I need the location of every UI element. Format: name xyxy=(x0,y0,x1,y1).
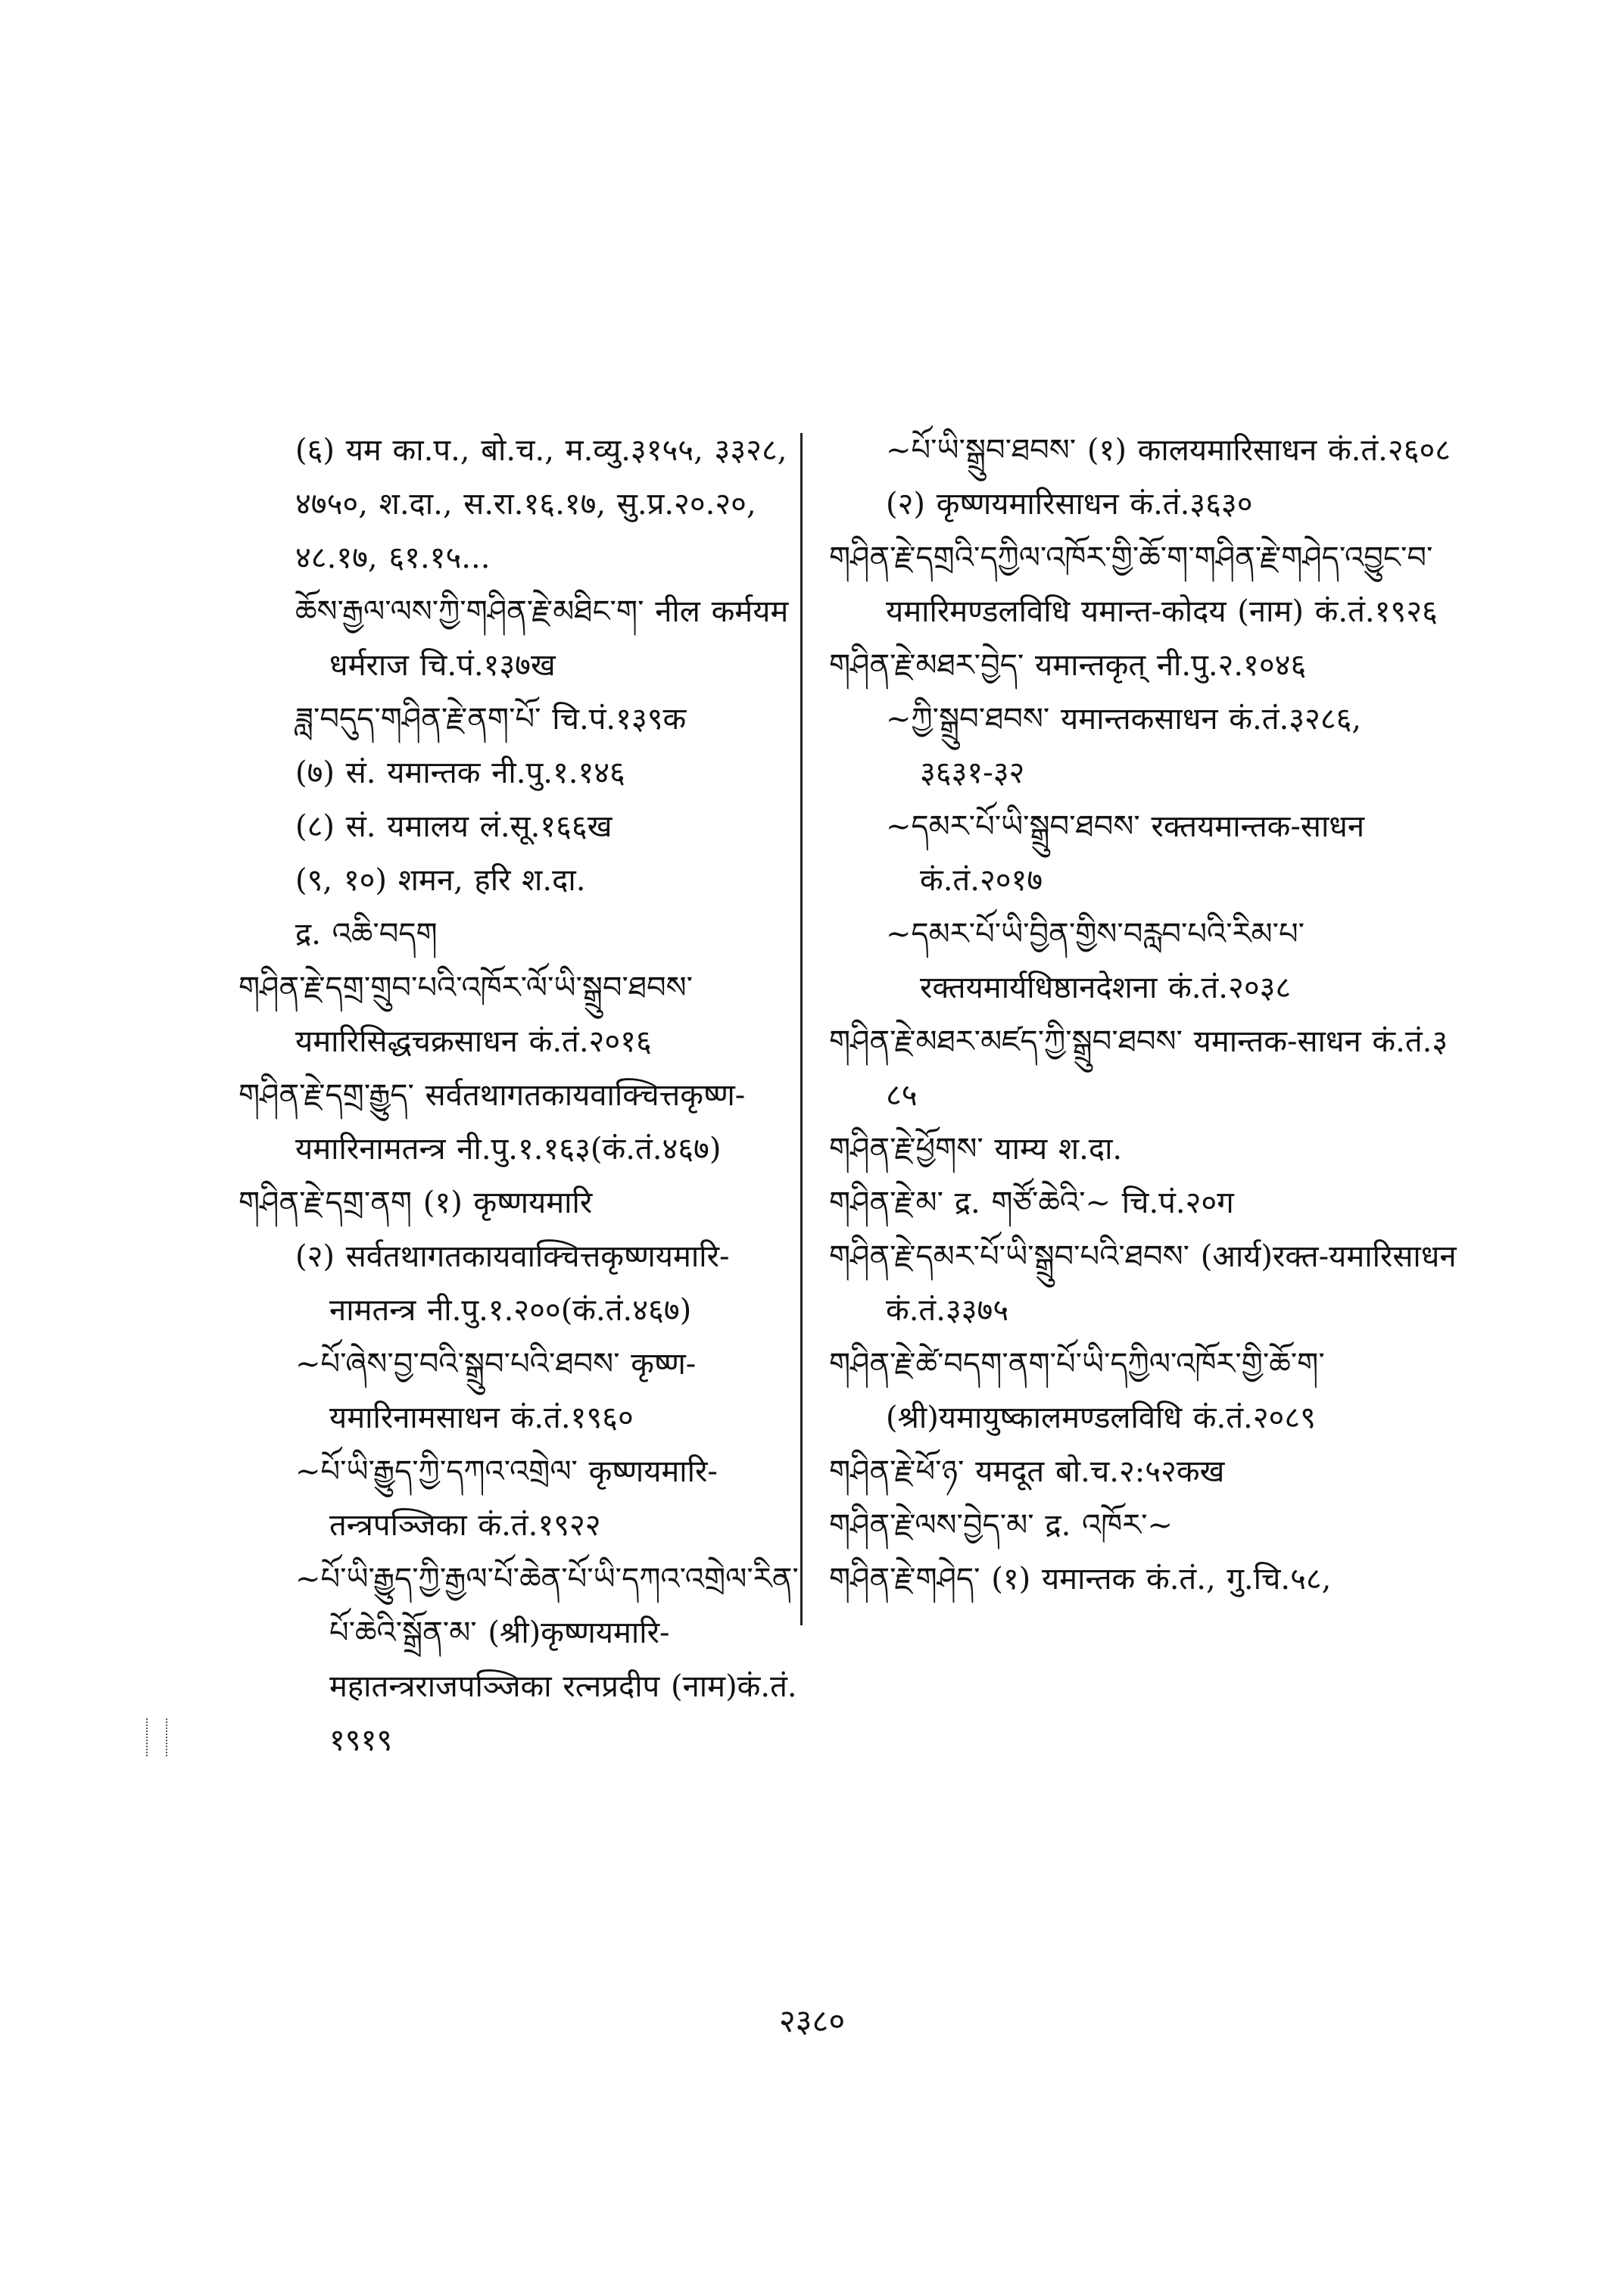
dictionary-entry: གཤིན་རྗེ་མཐར་བྱེད་ यमान्तकृत् नी.पु.२.१०४६ xyxy=(829,648,1307,683)
dictionary-entry: གཤིན་རྗེ་གཤེད་ (१) यमान्तक कं.तं., गु.चि.५८, xyxy=(829,1562,1332,1597)
left-column xyxy=(238,424,814,1768)
dictionary-entry: ~པོ་ཡི་རྒྱུད་ཀྱི་དཀའ་འགྲེལ་ कृष्णयमारि-तन्त्रपञ्जिका कं.तं.१९२२ xyxy=(295,1454,718,1543)
margin-mark xyxy=(146,1718,167,1756)
page-number: २३८० xyxy=(778,2002,846,2039)
column-divider xyxy=(800,433,803,1625)
dictionary-entry: གཤིན་རྗེ་དགྲའི་དཀྱིལ་འཁོར་གྱི་ཆོ་ག་གཤིན་རྗེ་གཤེད་འབྱུང་བ་ यमारिमण्डलविधि यमान्त-कोदय (नाम) कं.तं.१९२६ xyxy=(829,541,1438,629)
dictionary-entry: (२) सर्वतथागतकायवाक्चित्तकृष्णयमारि-नामतन्त्र नी.पु.१.२००(कं.तं.४६७) xyxy=(295,1239,730,1328)
dictionary-entry: ~པོ་ཡི་སྒྲུབ་ཐབས་ (१) कालयमारिसाधन कं.तं.२६०८ xyxy=(886,433,1451,468)
dictionary-entry: གཤིན་རྗེ་ཕྱོགས་ याम्य श.दा. xyxy=(829,1132,1123,1167)
dictionary-entry: द्र. འཆི་བདག xyxy=(295,917,438,952)
dictionary-entry: གཤིན་རྗེ་མ་ द्र. གཙོ་ཆེའི་~ चि.पं.२०ग xyxy=(829,1185,1234,1220)
dictionary-entry: (७) सं. यमान्तक नी.पु.१.१४६ xyxy=(295,756,625,790)
dictionary-entry: ~པོ་ཞེས་བྱ་བའི་སྒྲུབ་པའི་ཐབས་ कृष्ण-यमारिनामसाधन कं.तं.१९६० xyxy=(295,1347,697,1435)
dictionary-entry: (२) कृष्णयमारिसाधन कं.तं.३६३० xyxy=(886,487,1253,522)
dictionary-entry: གཤིན་རྗེ་ཚེ་བདག་ནག་པོ་ཡི་དཀྱིལ་འཁོར་གྱི་ཆོ་ག་ (श्री)यमायुष्कालमण्डलविधि कं.तं.२०८९ xyxy=(829,1347,1325,1435)
dictionary-entry: ~ཀྱི་སྒྲུབ་ཐབས་ यमान्तकसाधन कं.तं.३२८६, ३६३१-३२ xyxy=(886,702,1362,790)
dictionary-entry: ~དམར་པོ་ཡི་སྒྲུབ་ཐབས་ रक्तयमान्तक-साधन कं.तं.२०१७ xyxy=(886,809,1365,898)
dictionary-entry: གཤིན་རྗེ་དགྲ་རྒྱུད་ सर्वतथागतकायवाक्चित्तकृष्ण-यमारिनामतन्त्र नी.पु.१.१६३(कं.तं.४६७) xyxy=(238,1078,746,1167)
dictionary-entry: (९, १०) शमन, हरि श.दा. xyxy=(295,863,586,898)
dictionary-entry: གཤིན་རྗེ་མཐར་མཛད་ཀྱི་སྒྲུབ་ཐབས་ यमान्तक-साधन कं.तं.३ ८५ xyxy=(829,1024,1448,1113)
dictionary-entry: གཤིན་རྗེ་དམར་པོ་ཡི་སྒྲུབ་པའི་ཐབས་ (आर्य)रक्त-यमारिसाधन कं.तं.३३७५ xyxy=(829,1239,1457,1328)
dictionary-entry: གཤིན་རྗེ་དགྲ་ནག (१) कृष्णयमारि xyxy=(238,1185,593,1220)
dictionary-entry: (६) यम का.प., बो.च., म.व्यु.३१५५, ३३२८, ४७५०, श.दा., स.रा.१६.१७, सु.प्र.२०.२०, ४८.१७, ६१.१५... xyxy=(295,433,787,575)
dictionary-entry: གཤིན་རྗེ་ལས་བྱེད་མ་ द्र. འཁོར་~ xyxy=(829,1508,1174,1543)
dictionary-entry: ~དམར་པོ་ཡི་བྱིན་གྱིས་བརླབ་པའི་རིམ་པ་ रक्तयमार्यधिष्ठानदेशना कं.तं.२०३८ xyxy=(886,917,1305,1005)
dictionary-entry: གཤིན་རྗེ་ཕོ་ཉ་ यमदूत बो.च.२:५२कख xyxy=(829,1454,1225,1489)
dictionary-entry: ཟླ་བདུད་གཤིན་རྗེ་ནག་པོ་ चि.पं.१३९क xyxy=(295,702,687,737)
dictionary-entry: ཆོས་རྒྱལ་ལས་ཀྱི་གཤིན་རྗེ་མཐིང་ག་ नील कर्मयम धर्मराज चि.पं.१३७ख xyxy=(295,594,789,683)
right-column xyxy=(829,424,1457,1606)
dictionary-entry: (८) सं. यमालय लं.सू.१६६ख xyxy=(295,809,613,844)
dictionary-entry: ~པོ་ཡི་རྒྱུད་ཀྱི་རྒྱལ་པོ་ཆེན་པོ་ཡི་དཀའ་འགྲེལ་རིན་པོ་ཆེའི་སྒྲོན་མ་ (श्री)कृष्णयमारि-महातन्त्रराजपञ्जिका रत्नप्रदीप (नाम)कं.तं. १९१९ xyxy=(295,1562,799,1758)
dictionary-entry: གཤིན་རྗེ་དགྲ་གྲུབ་པའི་འཁོར་ལོ་ཡི་སྒྲུབ་ཐབས་ यमारिसिद्धचक्रसाधन कं.तं.२०१६ xyxy=(238,970,694,1059)
